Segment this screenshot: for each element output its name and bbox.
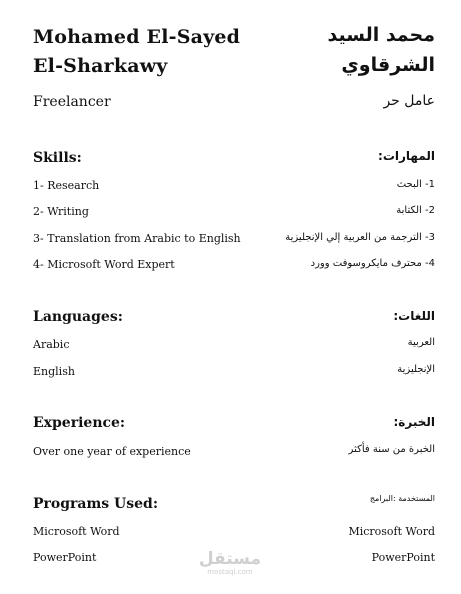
- role-ar: عامل حر: [383, 93, 435, 109]
- experience-item: Over one year of experience: [33, 445, 191, 458]
- role: Freelancer: [33, 94, 111, 110]
- name-ar-line-1: محمد السيد: [327, 24, 435, 46]
- experience-heading: Experience:: [33, 415, 126, 431]
- skill-item-ar: 3- الترجمة من العربية إلي الإنجليزية: [285, 232, 435, 243]
- languages-heading-ar: اللغات:: [393, 309, 435, 323]
- watermark-brand-ar: مستقل: [198, 549, 261, 569]
- language-item-ar: الإنجليزية: [397, 364, 435, 375]
- name-line-1: Mohamed El-Sayed: [33, 26, 241, 48]
- mostaql-watermark: [199, 551, 261, 576]
- program-item-right: PowerPoint: [371, 551, 435, 564]
- program-item: Microsoft Word: [33, 525, 120, 538]
- name-line-2: El-Sharkawy: [33, 55, 168, 77]
- program-item: PowerPoint: [33, 551, 97, 564]
- skill-item-ar: 2- الكتابة: [396, 205, 435, 216]
- skills-heading: Skills:: [33, 150, 82, 166]
- programs-heading: Programs Used:: [33, 496, 159, 512]
- experience-heading-ar: الخبرة:: [393, 415, 435, 429]
- experience-item-ar: الخبرة من سنة فأكثر: [348, 444, 435, 455]
- skill-item: 1- Research: [33, 179, 100, 192]
- skill-item: 3- Translation from Arabic to English: [33, 232, 241, 245]
- skill-item-ar: 1- البحث: [396, 179, 435, 190]
- skill-item: 2- Writing: [33, 205, 89, 218]
- watermark-brand-en: mostaql.com: [207, 568, 253, 576]
- languages-heading: Languages:: [33, 309, 123, 325]
- language-item: Arabic: [33, 338, 70, 351]
- name-ar-line-2: الشرقاوي: [341, 54, 435, 76]
- skill-item: 4- Microsoft Word Expert: [33, 258, 175, 271]
- skill-item-ar: 4- محترف مايكروسوفت وورد: [310, 258, 435, 269]
- program-item-right: Microsoft Word: [348, 525, 435, 538]
- language-item: English: [33, 365, 75, 378]
- programs-heading-ar: المستخدمة :البرامج: [369, 494, 435, 503]
- language-item-ar: العربية: [407, 337, 435, 348]
- skills-heading-ar: المهارات:: [378, 149, 435, 163]
